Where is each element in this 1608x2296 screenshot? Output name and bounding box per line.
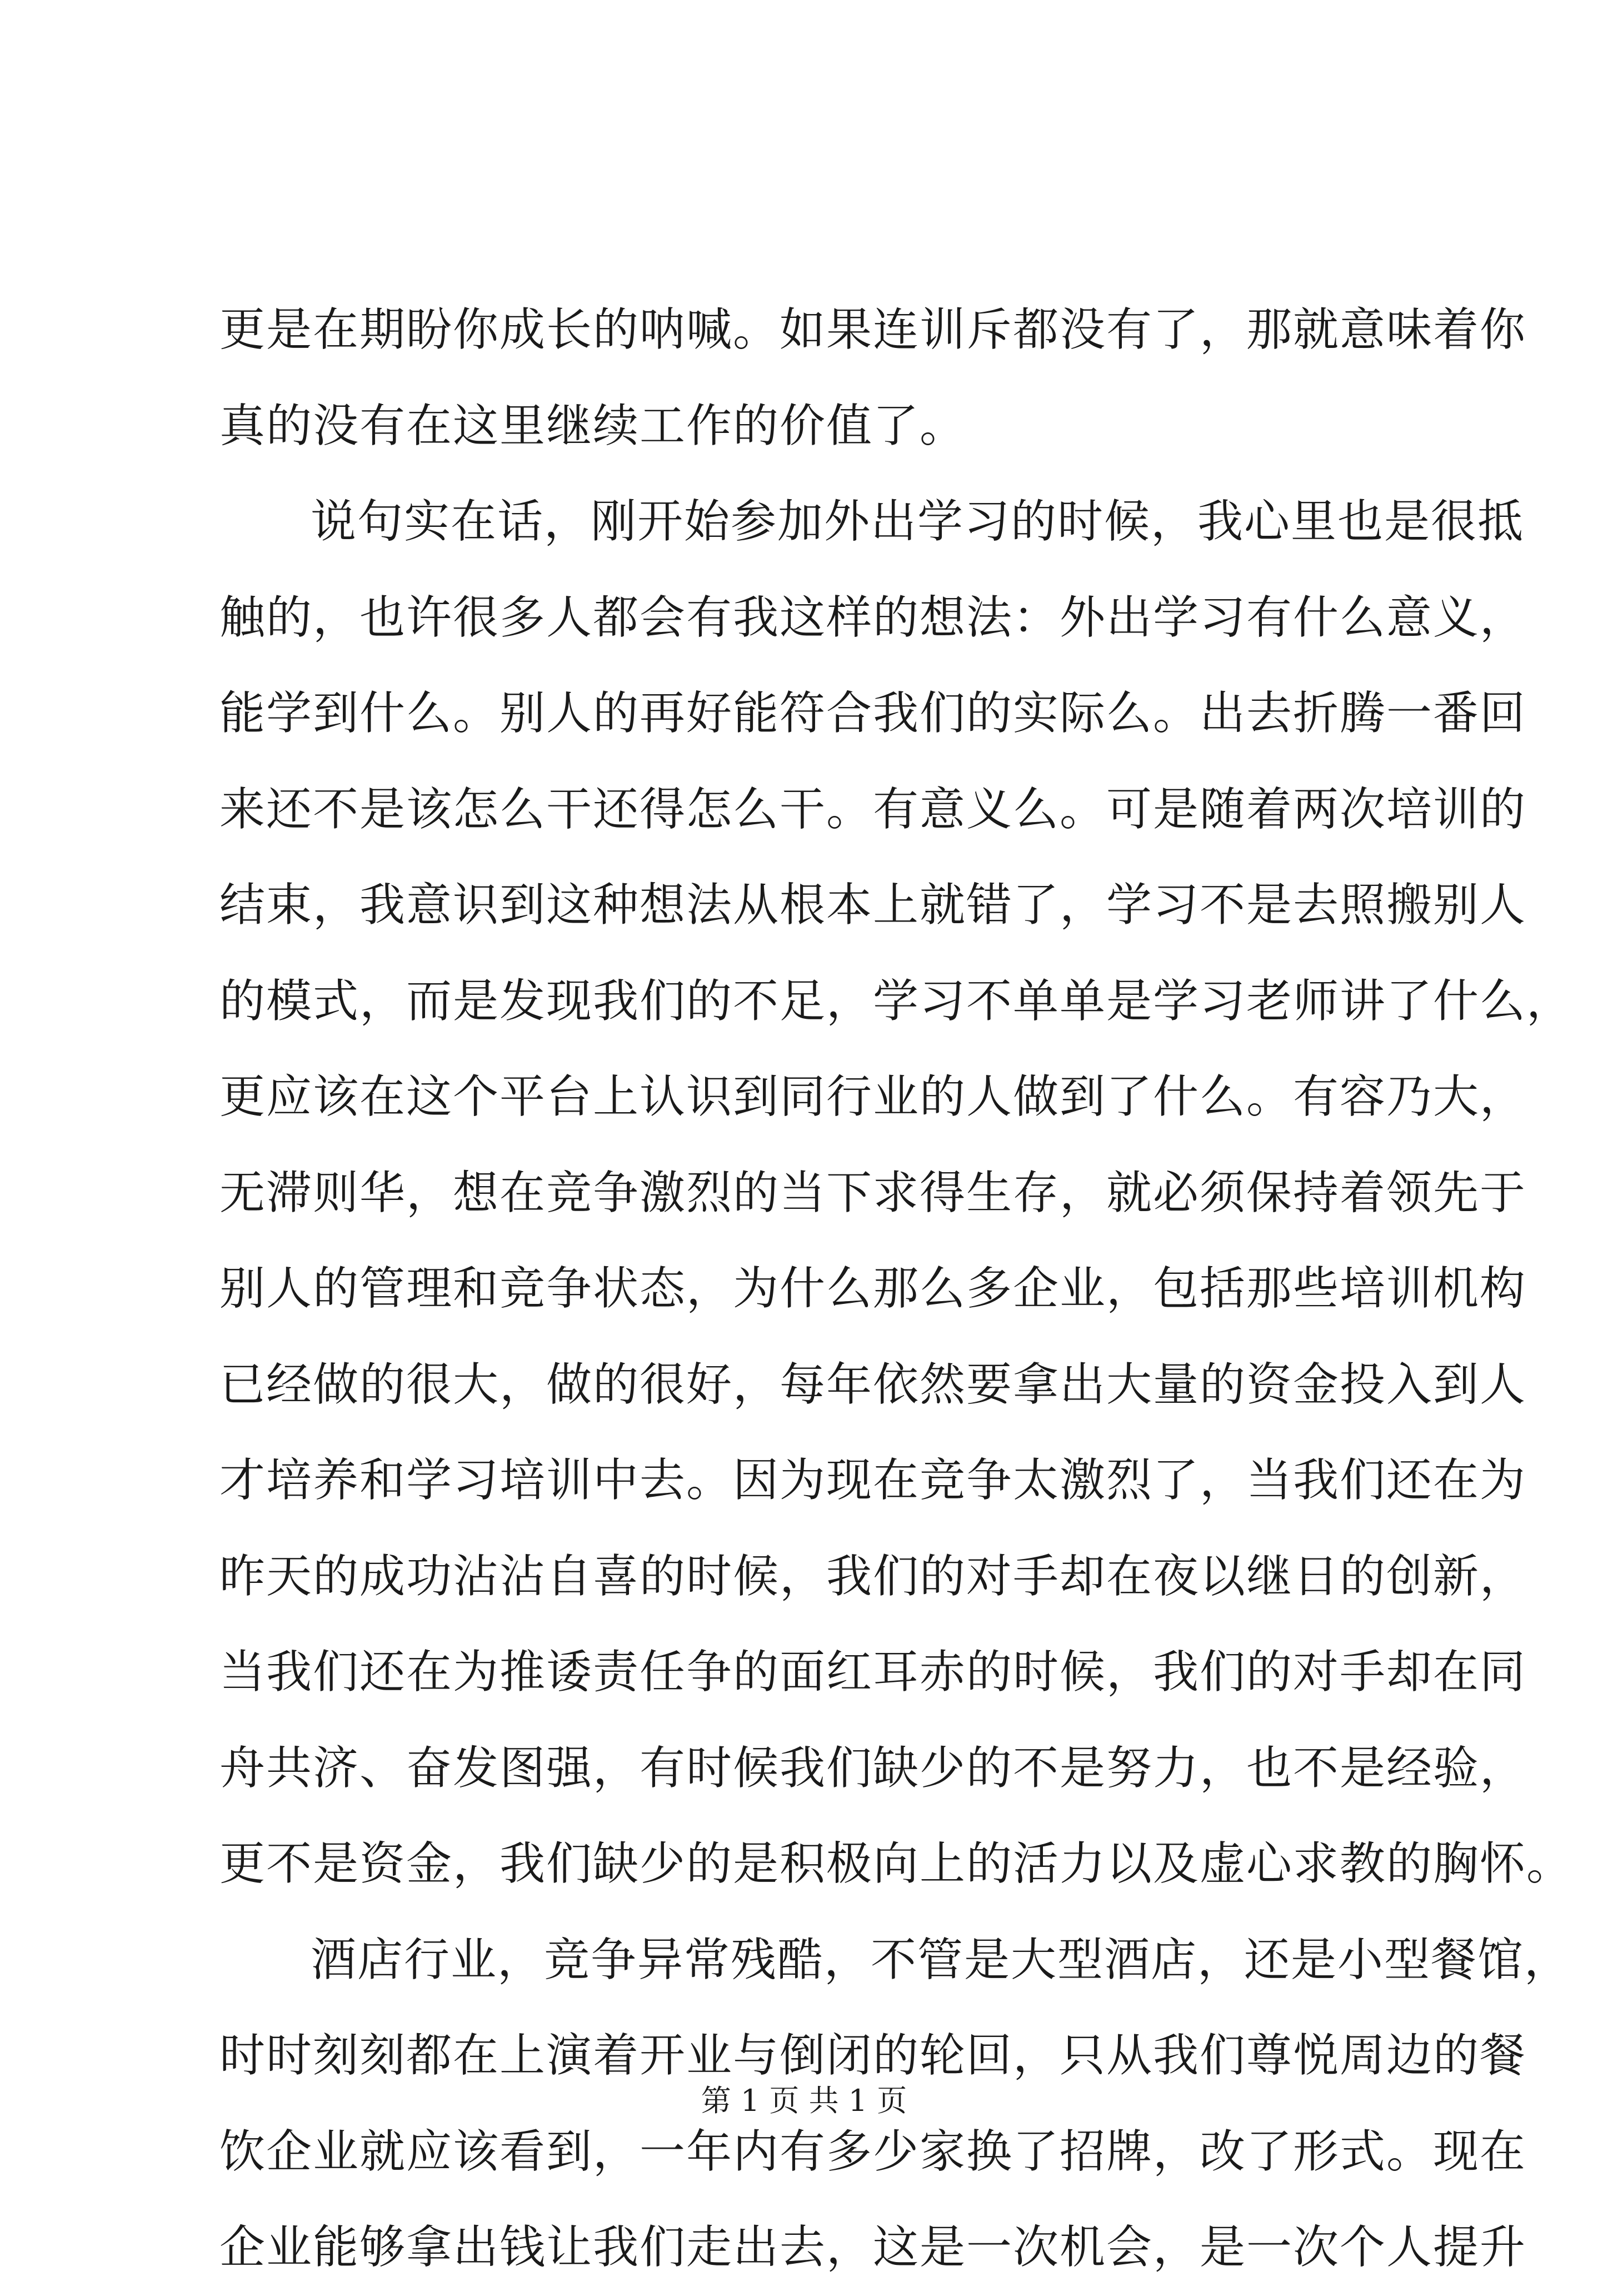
paragraph-first-line: 酒店行业，竞争异常残酷，不管是大型酒店，还是小型餐馆， (311, 1933, 1571, 1986)
paragraph-first-line: 说句实在话，刚开始参加外出学习的时候，我心里也是很抵 (311, 495, 1525, 548)
text-line: 无滞则华，想在竞争激烈的当下求得生存，就必须保持着领先于 (219, 1166, 1527, 1219)
text-line: 昨天的成功沾沾自喜的时候，我们的对手却在夜以继日的创新， (219, 1550, 1527, 1603)
text-line: 舟共济、奋发图强，有时候我们缺少的不是努力，也不是经验， (219, 1741, 1527, 1795)
text-line: 更是在期盼你成长的呐喊。如果连训斥都没有了，那就意味着你 (219, 303, 1527, 356)
text-line: 企业能够拿出钱让我们走出去，这是一次机会，是一次个人提升 (219, 2221, 1527, 2274)
text-line: 当我们还在为推诿责任争的面红耳赤的时候，我们的对手却在同 (219, 1646, 1527, 1699)
text-line: 已经做的很大，做的很好，每年依然要拿出大量的资金投入到人 (219, 1358, 1527, 1411)
text-line: 更应该在这个平台上认识到同行业的人做到了什么。有容乃大， (219, 1070, 1527, 1123)
text-line: 能学到什么。别人的再好能符合我们的实际么。出去折腾一番回 (219, 687, 1527, 740)
text-line: 更不是资金，我们缺少的是积极向上的活力以及虚心求教的胸怀。 (219, 1837, 1574, 1890)
page-number-footer: 第 1 页 共 1 页 (701, 2083, 907, 2118)
text-line: 才培养和学习培训中去。因为现在竞争太激烈了，当我们还在为 (219, 1454, 1527, 1507)
text-line: 时时刻刻都在上演着开业与倒闭的轮回，只从我们尊悦周边的餐 (219, 2029, 1527, 2082)
text-line: 结束，我意识到这种想法从根本上就错了，学习不是去照搬别人 (219, 879, 1527, 932)
text-line: 触的，也许很多人都会有我这样的想法：外出学习有什么意义， (219, 591, 1527, 644)
text-line: 来还不是该怎么干还得怎么干。有意义么。可是随着两次培训的 (219, 783, 1527, 836)
document-body (219, 282, 1574, 2296)
text-line: 别人的管理和竞争状态，为什么那么多企业，包括那些培训机构 (219, 1262, 1527, 1315)
text-line: 真的没有在这里继续工作的价值了。 (219, 399, 967, 452)
text-line: 饮企业就应该看到，一年内有多少家换了招牌，改了形式。现在 (219, 2125, 1527, 2178)
text-line: 的模式，而是发现我们的不足，学习不单单是学习老师讲了什么， (219, 974, 1574, 1028)
